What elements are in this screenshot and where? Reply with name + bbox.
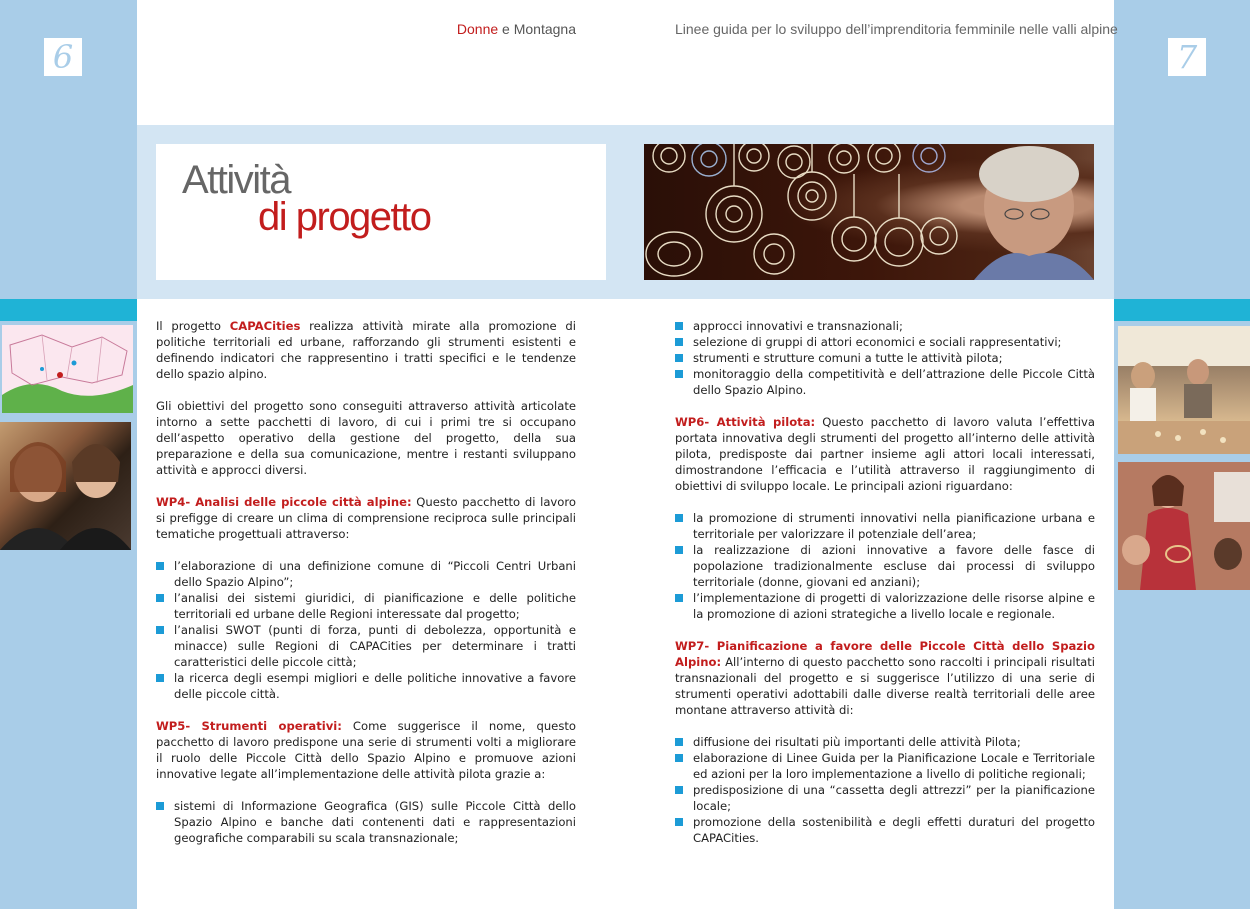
kitchen-photo-illustration — [1118, 326, 1250, 454]
wp5-text: Come suggerisce il nome, questo pacchetto di lavoro predispone una serie di strumenti volti a migliorare il ruolo delle Piccole Città dello Spazio Alpino e promuove azioni innovative legate all’implementazione delle attività pilota grazie a: — [156, 719, 576, 781]
regional-map-illustration — [2, 325, 133, 413]
list-item: promozione della sostenibilità e degli effetti duraturi del progetto CAPACities. — [675, 814, 1095, 846]
wp6-text: Questo pacchetto di lavoro valuta l’effettiva portata innovativa degli strumenti del progetto all’interno delle attività pilota, predisposte dai partner insieme agli attori locali interessati, dimostrandone l’efficacia e l’utilità attraverso il raggiungimento di obiettivi di sviluppo locale. Le principali azioni riguardano: — [675, 415, 1095, 493]
wp7-heading: WP7- Pianificazione a favore delle Piccole Città dello Spazio Alpino: — [675, 639, 1095, 669]
list-item: elaborazione di Linee Guida per la Pianificazione Locale e Territoriale ed azioni per la loro implementazione a livello di politiche regionali; — [675, 750, 1095, 782]
wp7-list — [675, 734, 1095, 846]
text-column-left — [156, 318, 576, 862]
craft-women-photo — [1118, 462, 1250, 590]
list-item: strumenti e strutture comuni a tutte le attività pilota; — [675, 350, 1095, 366]
page-number-left: 6 — [44, 38, 82, 76]
wp6-heading: WP6- Attività pilota: — [675, 415, 816, 429]
women-photo-thumbnail — [0, 422, 131, 550]
wp4-paragraph — [156, 494, 576, 542]
right-margin-bar — [1114, 0, 1250, 909]
intro-post: realizza attività mirate alla promozione di politiche territoriali ed urbane, rafforzando gli strumenti esistenti e definendo indicatori che rappresentino i tratti specifici e le tendenze dello spazio alpino. — [156, 319, 576, 381]
alps-map-thumbnail — [2, 325, 133, 413]
list-item: diffusione dei risultati più importanti delle attività Pilota; — [675, 734, 1095, 750]
running-header-right: Linee guida per lo sviluppo dell’imprenditoria femminile nelle valli alpine — [675, 21, 1118, 37]
list-item: la promozione di strumenti innovativi nella pianificazione urbana e territoriale per valorizzare il potenziale dell’area; — [675, 510, 1095, 542]
page-title-line2: di progetto — [258, 195, 431, 239]
wp7-paragraph — [675, 638, 1095, 718]
wp4-heading: WP4- Analisi delle piccole città alpine: — [156, 495, 412, 509]
wp5-heading: WP5- Strumenti operativi: — [156, 719, 342, 733]
list-item: la realizzazione di azioni innovative a favore delle fasce di popolazione tradizionalmente escluse dai processi di sviluppo territoriale (donne, giovani ed anziani); — [675, 542, 1095, 590]
kitchen-workshop-photo — [1118, 326, 1250, 454]
list-item: sistemi di Informazione Geografica (GIS) sulle Piccole Città dello Spazio Alpino e banche dati contenenti dati e rappresentazioni geografiche comparabili su scala transnazionale; — [156, 798, 576, 846]
lace-doilies-illustration — [644, 144, 1094, 280]
wp4-list — [156, 558, 576, 702]
intro-paragraph — [156, 318, 576, 382]
cyan-strip-right — [1114, 299, 1250, 321]
brand-rest: e Montagna — [498, 21, 576, 37]
cyan-strip-left — [0, 299, 137, 321]
list-item: l’elaborazione di una definizione comune di “Piccoli Centri Urbani dello Spazio Alpino”; — [156, 558, 576, 590]
women-photo-illustration — [0, 422, 131, 550]
wp4-text: Questo pacchetto di lavoro si prefigge di creare un clima di comprensione reciproca sulle principali tematiche progettuali attraverso: — [156, 495, 576, 541]
running-header-left — [457, 21, 576, 37]
text-column-right — [675, 318, 1095, 862]
list-item: approcci innovativi e transnazionali; — [675, 318, 1095, 334]
list-item: l’analisi SWOT (punti di forza, punti di debolezza, opportunità e minacce) sulle Regioni di CAPACities per determinare i tratti caratteristici delle piccole città; — [156, 622, 576, 670]
objectives-paragraph: Gli obiettivi del progetto sono conseguiti attraverso attività articolate intorno a sette pacchetti di lavoro, di cui i primi tre si occupano dell’aspetto operativo della gestione del progetto, della sua preparazione e della sua comunicazione, mentre i restanti sviluppano attività e approcci diversi. — [156, 399, 576, 477]
wp7-text: All’interno di questo pacchetto sono raccolti i principali risultati transnazionali del progetto e si suggerisce l’utilizzo di una serie di strumenti operativi adottabili dalle diverse realtà territoriali delle aree montane attraverso attività di: — [675, 655, 1095, 717]
list-item: predisposizione di una “cassetta degli attrezzi” per la pianificazione locale; — [675, 782, 1095, 814]
wp6-paragraph — [675, 414, 1095, 494]
project-name: CAPACities — [229, 319, 301, 333]
wp5-list — [156, 798, 576, 846]
wp5-paragraph — [156, 718, 576, 782]
brand-accent: Donne — [456, 21, 499, 37]
list-item: la ricerca degli esempi migliori e delle politiche innovative a favore delle piccole città. — [156, 670, 576, 702]
lace-craft-photo — [644, 144, 1094, 280]
list-item: selezione di gruppi di attori economici e sociali rappresentativi; — [675, 334, 1095, 350]
intro-pre: Il progetto — [156, 319, 230, 333]
page-title-line1: Attività — [182, 158, 291, 202]
page-number-right: 7 — [1168, 38, 1206, 76]
craft-photo-illustration — [1118, 462, 1250, 590]
list-item: l’implementazione di progetti di valorizzazione delle risorse alpine e la promozione di azioni strategiche a livello locale e regionale. — [675, 590, 1095, 622]
list-item: monitoraggio della competitività e dell’attrazione delle Piccole Città dello Spazio Alpino. — [675, 366, 1095, 398]
list-item: l’analisi dei sistemi giuridici, di pianificazione e delle politiche territoriali ed urbane delle Regioni interessate dal progetto; — [156, 590, 576, 622]
wp5-list-continued — [675, 318, 1095, 398]
wp6-list — [675, 510, 1095, 622]
